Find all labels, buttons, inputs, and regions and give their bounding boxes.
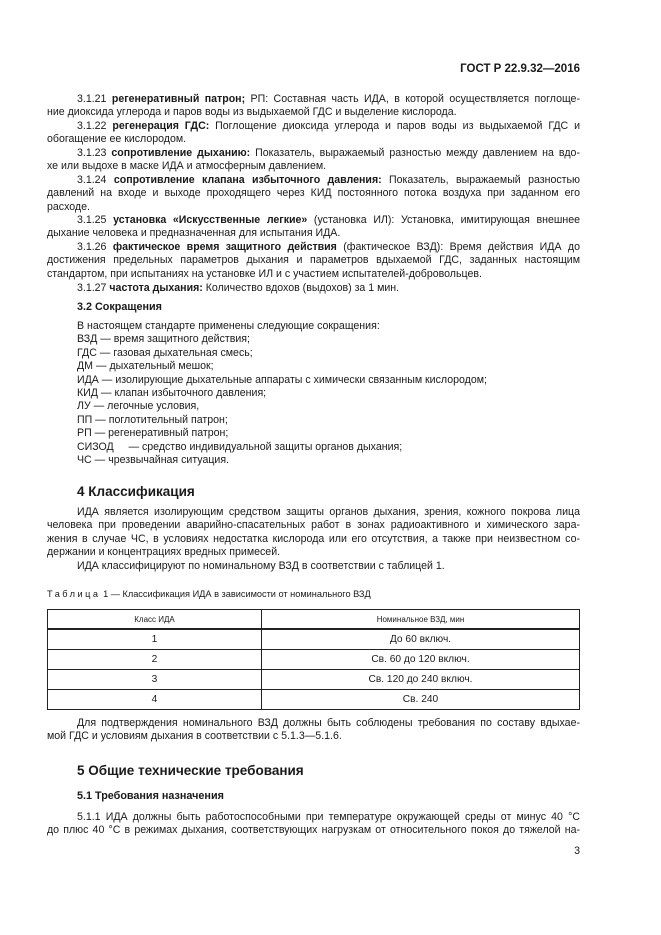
- document-header: ГОСТ Р 22.9.32—2016: [460, 63, 580, 75]
- term-definition-text: (установка ИЛ): Установка, имитирующая внешнее: [307, 214, 580, 226]
- section-heading-general-requirements: 5 Общие технические требования: [77, 763, 304, 778]
- table-caption-label: Таблица: [47, 589, 101, 599]
- table-header: Номинальное ВЗД, мин: [262, 610, 580, 630]
- paragraph: [47, 560, 580, 573]
- subsection-heading: 5.1 Требования назначения: [77, 790, 224, 802]
- term-name: частота дыхания:: [109, 282, 203, 294]
- text-line: человека при проведении аварийно-спасательных работ в зонах радиоактивного и химического зара-: [47, 519, 580, 532]
- table-row: [48, 629, 580, 650]
- text-line: [47, 241, 580, 254]
- term-number: 3.1.23: [77, 147, 112, 159]
- text-line: [47, 282, 580, 295]
- table-caption: [47, 589, 371, 599]
- paragraph: [47, 811, 580, 838]
- term-definition-text: Показатель, выражаемый разностью между давлением на вдо-: [250, 147, 580, 159]
- table-row: [48, 670, 580, 690]
- paragraph: [47, 506, 580, 560]
- term-number: 3.1.26: [77, 241, 113, 253]
- term-number: 3.1.22: [77, 120, 113, 132]
- term-number: 3.1.24: [77, 174, 114, 186]
- term-definition-text: Поглощение диоксида углерода и паров воды из выдыхаемой ГДС и: [209, 120, 580, 132]
- term-number: 3.1.25: [77, 214, 114, 226]
- term-name: регенерация ГДС:: [112, 120, 210, 132]
- text-line: [47, 93, 580, 106]
- table-header: Класс ИДА: [48, 610, 262, 630]
- table-caption-text: 1 — Классификация ИДА в зависимости от номинального ВЗД: [100, 589, 371, 599]
- text-line: жения в случае ЧС, в условиях недостатка кислорода или его отсутствия, а также при неизвестном со-: [47, 532, 580, 545]
- term-name: фактическое время защитного действия: [112, 241, 337, 253]
- text-line: до плюс 40 °С в режимах дыхания, соответствующих нагрузкам от относительного покоя до тяжелой на-: [47, 824, 580, 837]
- term-name: сопротивление клапана избыточного давления:: [113, 174, 382, 186]
- term-definition-text: РП: Составная часть ИДА, в которой осуществляется поглоще-: [245, 93, 580, 105]
- term-definition: [47, 147, 580, 174]
- term-number: 3.1.27: [77, 282, 110, 294]
- abbreviation-item: ДМ — дыхательный мешок;: [77, 360, 214, 373]
- text-line: ИДА является изолирующим средством защиты органов дыхания, зрения, кожного покрова лица: [77, 506, 580, 518]
- section-heading-abbreviations: 3.2 Сокращения: [77, 301, 162, 313]
- term-definition: [47, 174, 580, 214]
- table-cell: 1: [48, 629, 262, 650]
- text-line: давлений на входе и выходе проходящего через КИД постоянного потока воздуха при заданном его: [47, 187, 580, 200]
- term-definition: [47, 214, 580, 241]
- abbreviation-intro: В настоящем стандарте применены следующие сокращения:: [77, 320, 380, 332]
- term-definition: [47, 93, 580, 120]
- term-name: регенеративный патрон;: [111, 93, 246, 105]
- abbreviation-item: ГДС — газовая дыхательная смесь;: [77, 346, 253, 359]
- table-cell: До 60 включ.: [262, 629, 580, 650]
- table-cell: 4: [48, 690, 262, 710]
- text-line: мой ГДС и условиям дыхания в соответствии с 5.1.3—5.1.6.: [47, 730, 342, 743]
- term-definition-text: Показатель, выражаемый разностью: [381, 174, 580, 186]
- text-line: достижения предельных параметров дыхания и параметров вдыхаемой ГДС, заданных настоящим: [47, 254, 580, 267]
- abbreviation-item: ВЗД — время защитного действия;: [77, 333, 250, 346]
- abbreviation-item: ЛУ — легочные условия,: [77, 400, 200, 413]
- term-number: 3.1.21: [77, 93, 112, 105]
- text-line: хе или выдохе в маске ИДА и атмосферным давлением.: [47, 160, 327, 173]
- text-line: стандартом, при испытаниях на установке ИЛ и с участием испытателей-добровольцев.: [47, 267, 482, 280]
- table-cell: Св. 240: [262, 690, 580, 710]
- classification-table: [47, 609, 580, 710]
- term-name: сопротивление дыханию:: [111, 147, 251, 159]
- text-line: ИДА классифицируют по номинальному ВЗД в соответствии с таблицей 1.: [77, 560, 445, 572]
- table-cell: Св. 120 до 240 включ.: [262, 670, 580, 690]
- text-line: Для подтверждения номинального ВЗД должны быть соблюдены требования по составу вдыхае-: [77, 717, 580, 729]
- text-line: [47, 147, 580, 160]
- abbreviation-item: ЧС — чрезвычайная ситуация.: [77, 453, 230, 466]
- text-line: держании и концентрациях вредных примесей.: [47, 546, 281, 559]
- term-definition: [47, 241, 580, 281]
- text-line: дыхание человека и предназначенная для испытания ИДА.: [47, 227, 341, 240]
- abbreviation-item: РП — регенеративный патрон;: [77, 427, 229, 440]
- term-definition-text: (фактическое ВЗД): Время действия ИДА до: [336, 241, 580, 253]
- abbreviation-item: КИД — клапан избыточного давления;: [77, 386, 267, 399]
- text-line: [47, 120, 580, 133]
- paragraph: [47, 717, 580, 744]
- term-definition-text: Количество вдохов (выдохов) за 1 мин.: [202, 282, 400, 294]
- text-line: [47, 174, 580, 187]
- table-row: [48, 650, 580, 670]
- abbreviation-item: ИДА — изолирующие дыхательные аппараты с химически связанным кислородом;: [77, 373, 487, 386]
- text-line: ние диоксида углерода и паров воды из выдыхаемой ГДС и выделение кислорода.: [47, 106, 457, 119]
- table-row: [48, 690, 580, 710]
- table-cell: 2: [48, 650, 262, 670]
- term-name: установка «Искусственные легкие»: [113, 214, 308, 226]
- table-cell: 3: [48, 670, 262, 690]
- term-definition: [47, 120, 580, 147]
- abbreviation-item: ПП — поглотительный патрон;: [77, 413, 228, 426]
- table-cell: Св. 60 до 120 включ.: [262, 650, 580, 670]
- text-line: [47, 214, 580, 227]
- section-heading-classification: 4 Классификация: [77, 484, 195, 499]
- abbreviation-item: СИЗОД — средство индивидуальной защиты органов дыхания;: [77, 440, 403, 453]
- page-number: 3: [574, 845, 580, 857]
- term-definition: [47, 282, 580, 295]
- text-line: обогащение ее кислородом.: [47, 133, 187, 146]
- abbreviation-list: [77, 320, 487, 467]
- text-line: расходе.: [47, 200, 90, 213]
- text-line: 5.1.1 ИДА должны быть работоспособными при температуре окружающей среды от минус 40 °С: [77, 811, 580, 823]
